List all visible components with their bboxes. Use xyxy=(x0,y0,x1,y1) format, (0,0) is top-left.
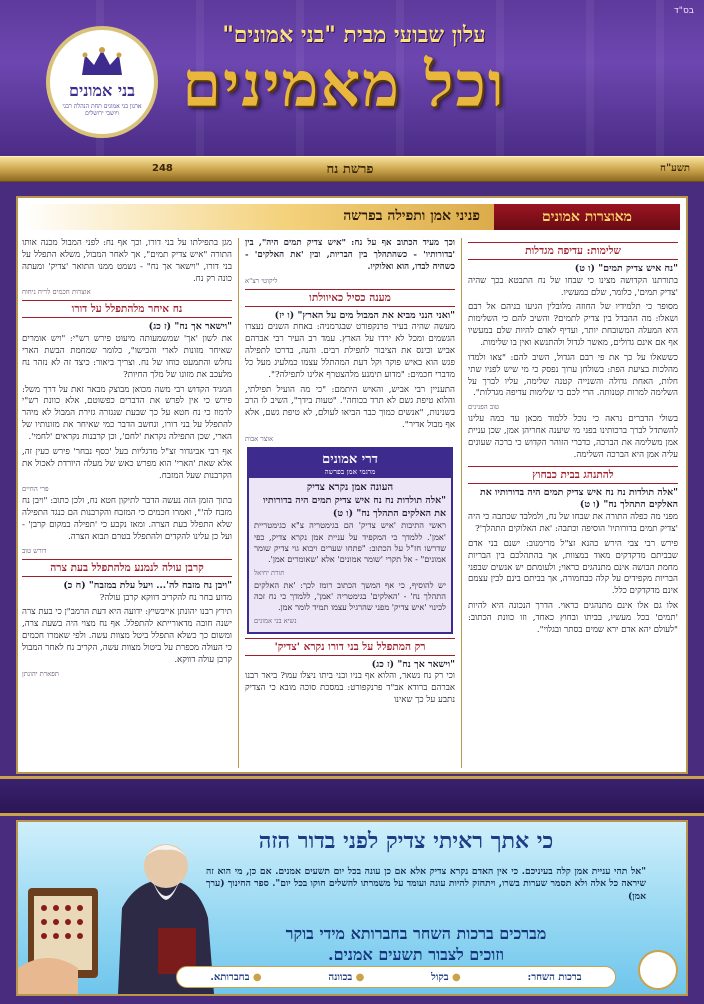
bullet-icon: ● xyxy=(252,971,262,983)
source-citation: דורש טוב xyxy=(22,546,47,555)
ad-slogan xyxy=(206,924,626,966)
decorative-band xyxy=(0,776,704,816)
paragraph: התעניין רבי אביש, והאיש היתמם: "כי מה הועיל תפילתי, והלוא טיפת גשם לא תרד בכוחה". "טעות בידך", השיב לו הרב בשנינות, "אנשים כמוך כבר הביאו לעולם, לא טיפת גשם, אלא אף מבול אדיר". xyxy=(245,384,455,431)
bullet-icon: ● xyxy=(452,971,461,983)
column-middle xyxy=(245,238,455,768)
box-heading-text: דרי אמונים xyxy=(322,452,378,467)
strip-item xyxy=(328,972,364,983)
verse-quote: "אלה תולדות נח נח איש צדיק תמים היה בדורותיו את האלקים התהלך נח" (ו ט) xyxy=(263,495,446,519)
ad-text xyxy=(206,866,646,903)
section-banner xyxy=(20,204,680,230)
verse-quote: "נח איש צדיק תמים" (ו ט) xyxy=(574,263,678,274)
paragraph: ראשי התיבות 'איש צדיק' הם בגימטריה צ"א כגימטריית 'אמן'. ללמדך כי המקפיד על עניית אמן נקרא צדיק, כפי שדרשו חז"ל על הכתוב: "פתחו שערים ויבוא גוי צדיק שומר אמונים" - אל תקרי 'שומר אמונים' אלא 'שאומרים אמן'. xyxy=(254,520,446,565)
strip-item-text: בכוונה xyxy=(328,971,353,983)
bnei-emunim-logo xyxy=(46,26,158,138)
logo-name: בני אמונים xyxy=(69,80,135,100)
masthead-subtitle: עלון שבועי מבית "בני אמונים" xyxy=(222,22,486,48)
strip-item-text: בקול xyxy=(431,971,449,983)
logo-subtitle: ארגון בני אמונים תחת הנהלת רבני ויושבי ירושלים xyxy=(62,102,142,117)
paragraph: את לשון 'אך' שמשמעותה מיעוט פירש רש"י: "ויש אומרים שאיחר מזונות לארי והכישו", כלומר שמחמת הבשת הארי נחלש והתמעט כוחו של נח. וצריך ביאור: כיצד זה לא נזהר נח מלעכב את מזונו של מלך החיות? xyxy=(22,334,232,380)
parasha-name: פרשת נח xyxy=(326,162,374,177)
paragraph: בתורתנו הקדושה מצינו כי שבחו של נח התבטא בכך שהיה 'צדיק תמים', כלומר, שלם במעשיו. xyxy=(468,275,678,298)
strip-item-text: בחברותא. xyxy=(210,971,250,983)
paragraph: בתוך הזמן הזה נעשה הדבר לתיקון חטא נח, ולכן כתוב: "ויבן נח מזבח לה'", ואמרו חכמים כי המזבח והקרבנות הם כנגד התפילה שלא התפלל בעת הצרה. ומאז נקבע כי 'תפילה במקום קרבן' - ועל כן עלינו להקדים ולהתפלל בטרם תבוא הצרה. xyxy=(22,496,232,543)
paragraph: מדוע בחר נח להקריב דווקא קרבן עולה? xyxy=(99,592,232,603)
box-subheading: מרגמי אמן בפרשה xyxy=(324,467,376,476)
source-citation: טוב הפנינים xyxy=(468,403,499,412)
section-heading: שלימות: עדיפה מגדלות xyxy=(468,242,678,260)
ad-slogan-line: מברכים ברכות השחר בחברותא מידי בוקר xyxy=(285,924,547,943)
issue-year: תשע"ח xyxy=(660,163,690,174)
column-right xyxy=(468,238,678,768)
paragraph: אלו גם אלו אינם מתנהגים כראוי. הדרך הנכונה היא להיות 'תמים' בכל מעשיו, בביתו ובחוץ כאחד, וזו כוונת הכתוב: "לעולם יהא אדם ירא שמים בסתר ובגלוי". xyxy=(468,601,678,635)
paragraph: כששאלו על כך את פי רבם הגדול, השיב להם: "צאו ולמדו מהלכות בציעת הפת: בשולחן ערוך נפסק כי מי שיש לפניו שתי חלות, האחת גדולה והשנייה קטנה שלימה, עליו לברך על השלימה למרות קטנותה. הרי לכם כי שלימות עדיפה מגדלות". xyxy=(468,352,678,399)
verse-quote: "וישאר אך נח" (ז כג) xyxy=(371,658,455,670)
ad-strip xyxy=(176,966,616,988)
bsd-marker: בס"ד xyxy=(673,6,694,16)
crown-icon xyxy=(77,47,127,79)
article-columns xyxy=(22,238,678,768)
paragraph: בשולי הדברים נראה כי נוכל ללמוד מכאן עד כמה עלינו להשתדל לברך ברכותינו בפני מי שיענה אחריהן אמן, שכן עניית אמן משלימה את הברכה, כדברי הזוהר הקדוש כי ברכה שעונים עליה אמן היא הברכה השלימה. xyxy=(468,414,678,460)
source-citation: אוצר אבות xyxy=(245,435,274,443)
column-left xyxy=(22,238,232,768)
paragraph: מסופר כי תלמידיו של החוזה מלובלין הגיעו בניהם אל רבם ושאלו: מה ההבדל בין צדיק לתמים? והשיב להם כי השלימות היא המעלה המשובחת יותר, ועדיף לאדם להיות שלם במעשיו אף אם אינם גדולים, מאשר לגדול ולהתנשא ואין בו שלימות. xyxy=(468,302,678,348)
section-heading: מענה כסיל כאיוולתו xyxy=(245,289,455,307)
verse-quote: "ויבן נח מזבח לה'... ויעל עלת במזבח" (ח כ) xyxy=(63,579,232,591)
paragraph: וכי רק נח נשאר, והלוא אף בניו ובני ביתו ניצלו עמו? ביאר רבנו אברהם ברודא אב"ד פרנקפורט: במסכת סוכה מובא כי הצדיק נתבע על כך שאינו xyxy=(245,671,455,705)
verse-quote: "וישאר אך נח" (ז כג) xyxy=(148,321,232,333)
bullet-icon: ● xyxy=(355,971,365,983)
paragraph: אף רבי אביגדור זצ"ל מדגליות בעל 'כסף נבחר' פירש כעין זה, אלא שאת 'הארי' הוא מפרש כאש של מעלה היורדת לאכול את הקרבנות שעל המזבח. xyxy=(22,446,232,481)
paragraph: המגיד הקדוש רבי משה מכואן מבוצק מבאר זאת על דרך משל: פירש כי אין לפרש את הדברים כפשוטם, אלא כוונת רש"י לרמוז כי נח חטא על כך שבעת שנגזרה גזירת המבול לא מיהר להתפלל על בני דורו, ונחשב הדבר כמי שאיחר את מזונותיו של הארי, שכן התפילה נקראת 'לחם', וכן קרבנות נקראים 'לחמי'. xyxy=(22,384,232,442)
strip-label: ברכות השחר: xyxy=(527,971,582,983)
ad-verse: כי אתך ראיתי צדיק לפני בדור הזה xyxy=(258,828,554,854)
strip-item xyxy=(431,972,461,983)
paragraph: וכך מעיד הכתוב אף על נח: "איש צדיק תמים היה", בין 'בדורותיו' - כשהתהלך בין הבריות, ובין 'את האלקים' - כשהיה לבדו, הוא ואלוקיו. xyxy=(245,238,455,272)
source-citation: ליקוטי רצ"א xyxy=(245,276,278,285)
paragraph: תירץ רבנו יהונתן אייבשיץ: ידועה היא דעת הרמב"ן כי בעת צרה ישנה חובה מדאורייתא להתפלל. אף נח מצוי היה בשעת צרה, ומשום כך כשלא התפלל ביטל מצוות עשה. ולפי שאמרו חכמים כי העולה מכפרת על ביטול מצוות עשה, הקריב נח לאחר המבול קרבן עולה דווקא. xyxy=(22,607,232,665)
section-heading: רק המתפלל על בני דורו נקרא 'צדיק' xyxy=(245,638,455,656)
verse-quote: "אלה תולדות נח נח איש צדיק תמים היה בדורותיו את האלקים התהלך נח" (ו ט) xyxy=(480,486,678,511)
source-citation: אוצרות חכמים לריח ניחוח xyxy=(22,288,91,297)
masthead xyxy=(0,0,704,156)
source-citation: תורת יחיאל xyxy=(254,568,285,577)
issue-bar xyxy=(0,156,704,182)
section-heading: להתנהג בבית כבחוץ xyxy=(468,466,678,484)
article-page xyxy=(16,196,688,774)
source-citation: נשיא בני אמונים xyxy=(254,616,297,625)
source-citation: פרי החיים xyxy=(22,485,49,494)
masthead-title: וכל מאמינים xyxy=(182,48,506,121)
paragraph: מעשה שהיה בעיר פרנקפורט שבגרמניה: באחת השנים נעצרו הגשמים ומכל לא ירדו על הארץ. עמד רב העיר רבי אברהם אביש וכינס את הציבור לתפילת רבים. והנה, בדרכו לתפילה פגש הוא באיש פוקר וקל דעת המהתלל עצמו כמלעיג מעל כל מדברי חכמים: "מדוע תימנע מלהצטרף אלינו לתפילה?". xyxy=(245,322,455,380)
source-citation: תפארת יהונתן xyxy=(22,669,59,678)
box-title: העונה אמן נקרא צדיק xyxy=(306,482,394,493)
small-logo-icon xyxy=(638,950,678,990)
section-heading: קרבן עולה לנמנע מלהתפלל בעת צרה xyxy=(22,559,232,577)
ad-quote: "אל תהי עניית אמן קלה בעיניכם. כי אין האדם נקרא צדיק אלא אם כן עונה בכל יום תשעים אמנים. אם כן, מי הוא זה שיראה כל אלה ולא תסמר שערות בשרו, ויתחזק להיות עונה ועומד על משמרתו להשלים חוקו בכל יום". xyxy=(206,866,646,890)
strip-item xyxy=(210,972,261,983)
amen-insight-box xyxy=(247,447,453,634)
amen-campaign-ad xyxy=(16,820,688,996)
banner-tag: מאוצרות אמונים xyxy=(494,204,680,230)
verse-quote: "ואני הנני מביא את המבול מים על הארץ" (ו יז) xyxy=(274,309,455,321)
issue-number: 248 xyxy=(152,163,173,174)
paragraph: מפני מה כפלה התורה את שבחו של נח, ולמלבד שכתבה כי היה 'צדיק תמים בדורותיו' הוסיפה וכתבה: 'את האלוקים התהלך'? xyxy=(468,512,678,534)
paragraph: מגן בתפילתו על בני דורו, וכך אף נח: לפני המבול מכנה אותו התורה "איש צדיק תמים", אך לאחר המבול, משלא התפלל על בני דורו, "וישאר אך נח" - נשמט ממנו התואר 'צדיק' ומעתה כונה רק נח. xyxy=(22,238,232,284)
section-heading: נח איחר מלהתפלל על דורו xyxy=(22,300,232,318)
ad-slogan-line: וזוכים לצבור תשעים אמנים. xyxy=(328,944,504,964)
ad-source: ספר החינוך (ערך אמן) xyxy=(206,878,646,902)
paragraph: פירש רבי צבי הירש כהנא זצ"ל מרימנוב: ישנם בני אדם שבביתם מדקדקים מאוד במצוות, אך בהתהלכם בין הבריות מחמת הבושה אינם מתנהגים כראוי; ולעומתם יש אנשים שבפני הבריות מקפידים על קלה כבחמורה, אך בביתם בינם לבין עצמם אינם מדקדקים כלל. xyxy=(468,538,678,597)
banner-headline: פניני אמן ותפילה בפרשה xyxy=(343,208,480,224)
paragraph: יש להוסיף, כי אף המשך הכתוב רומז לכך: 'את האלקים התהלך נח' - 'האלקים' בגימטריה 'אמן', ללמדך כי נח זכה לכינוי 'איש צדיק' מפני שהרגיל עצמו תמיד לומר אמן. xyxy=(254,579,446,613)
box-heading xyxy=(249,449,451,478)
